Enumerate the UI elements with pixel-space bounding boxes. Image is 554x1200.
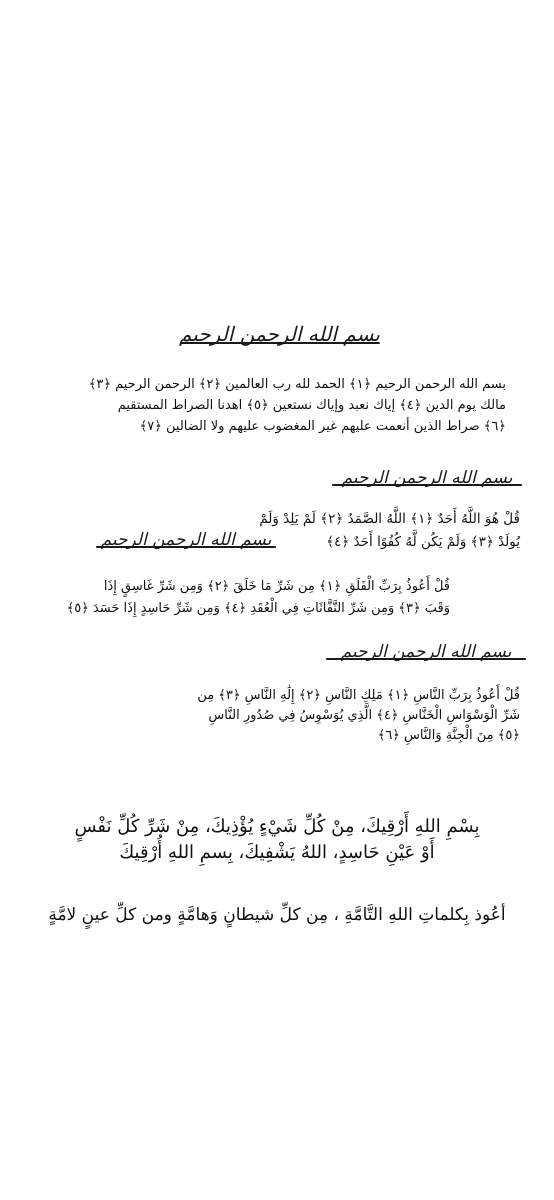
basmala-calligraphy-falaq [96, 530, 276, 548]
verse-line: ﴿٦﴾ صراط الذين أنعمت عليهم غير المغضوب عليهم ولا الضالين ﴿٧﴾ [139, 419, 506, 434]
dua-line: أعُوذ بِكلماتِ اللهِ التَّامَّةِ ، مِن كلِّ شيطانٍ وَهامَّةٍ ومن كلِّ عينٍ لامَّةٍ [48, 905, 506, 925]
basmala-text: بسم الله الرحمن الرحيم [340, 642, 512, 662]
dua-line: بِسْمِ اللهِ أَرْقِيكَ، مِنْ كُلِّ شَيْءٍ يُؤْذِيكَ، مِنْ شَرِّ كُلِّ نَفْسٍ [74, 816, 480, 837]
verse-line: قُلْ أَعُوذُ بِرَبِّ الْفَلَقِ ﴿١﴾ مِن شَرِّ مَا خَلَقَ ﴿٢﴾ وَمِن شَرِّ غَاسِقٍ إِذَا [103, 579, 450, 594]
verse-line: ﴿٥﴾ مِنَ الْجِنَّةِ وَالنَّاسِ ﴿٦﴾ [377, 728, 520, 743]
basmala-calligraphy-ikhlas [332, 468, 522, 486]
verse-line: يُولَدْ ﴿٣﴾ وَلَمْ يَكُن لَّهُ كُفُوًا أَحَدٌ ﴿٤﴾ [326, 534, 520, 550]
basmala-text: بسم الله الرحمن الرحيم [100, 530, 272, 550]
basmala-calligraphy-nas [326, 642, 526, 660]
verse-line: بسم الله الرحمن الرحيم ﴿١﴾ الحمد لله رب العالمين ﴿٢﴾ الرحمن الرحيم ﴿٣﴾ [88, 377, 506, 392]
audhu-dua [0, 902, 554, 928]
verse-line: شَرِّ الْوَسْوَاسِ الْخَنَّاسِ ﴿٤﴾ الَّذِي يُوَسْوِسُ فِي صُدُورِ النَّاسِ [208, 708, 520, 723]
surah-nas [160, 686, 520, 746]
verse-line: قُلْ هُوَ اللَّهُ أَحَدٌ ﴿١﴾ اللَّهُ الصَّمَدُ ﴿٢﴾ لَمْ يَلِدْ وَلَمْ [259, 511, 520, 527]
surah-fatiha [46, 374, 506, 437]
basmala-calligraphy-fatiha [180, 322, 380, 344]
basmala-text: بسم الله الرحمن الرحيم [178, 322, 380, 346]
dua-line: أَوْ عَيْنِ حَاسِدٍ، اللهُ يَشْفِيكَ، بِسمِ اللهِ أُرْقِيكَ [119, 842, 435, 863]
verse-line: وَقَبَ ﴿٣﴾ وَمِن شَرِّ النَّفَّاثَاتِ فِي الْعُقَدِ ﴿٤﴾ وَمِن شَرِّ حَاسِدٍ إِذَا حَسَدَ ﴿٥﴾ [66, 601, 450, 616]
basmala-text: بسم الله الرحمن الرحيم [341, 468, 513, 488]
surah-falaq [66, 576, 450, 620]
verse-line: مالك يوم الدين ﴿٤﴾ إياك نعبد وإياك نستعين ﴿٥﴾ اهدنا الصراط المستقيم [117, 398, 506, 413]
ruqya-dua [0, 814, 554, 866]
verse-line: قُلْ أَعُوذُ بِرَبِّ النَّاسِ ﴿١﴾ مَلِكِ النَّاسِ ﴿٢﴾ إِلَٰهِ النَّاسِ ﴿٣﴾ مِن [197, 688, 520, 703]
